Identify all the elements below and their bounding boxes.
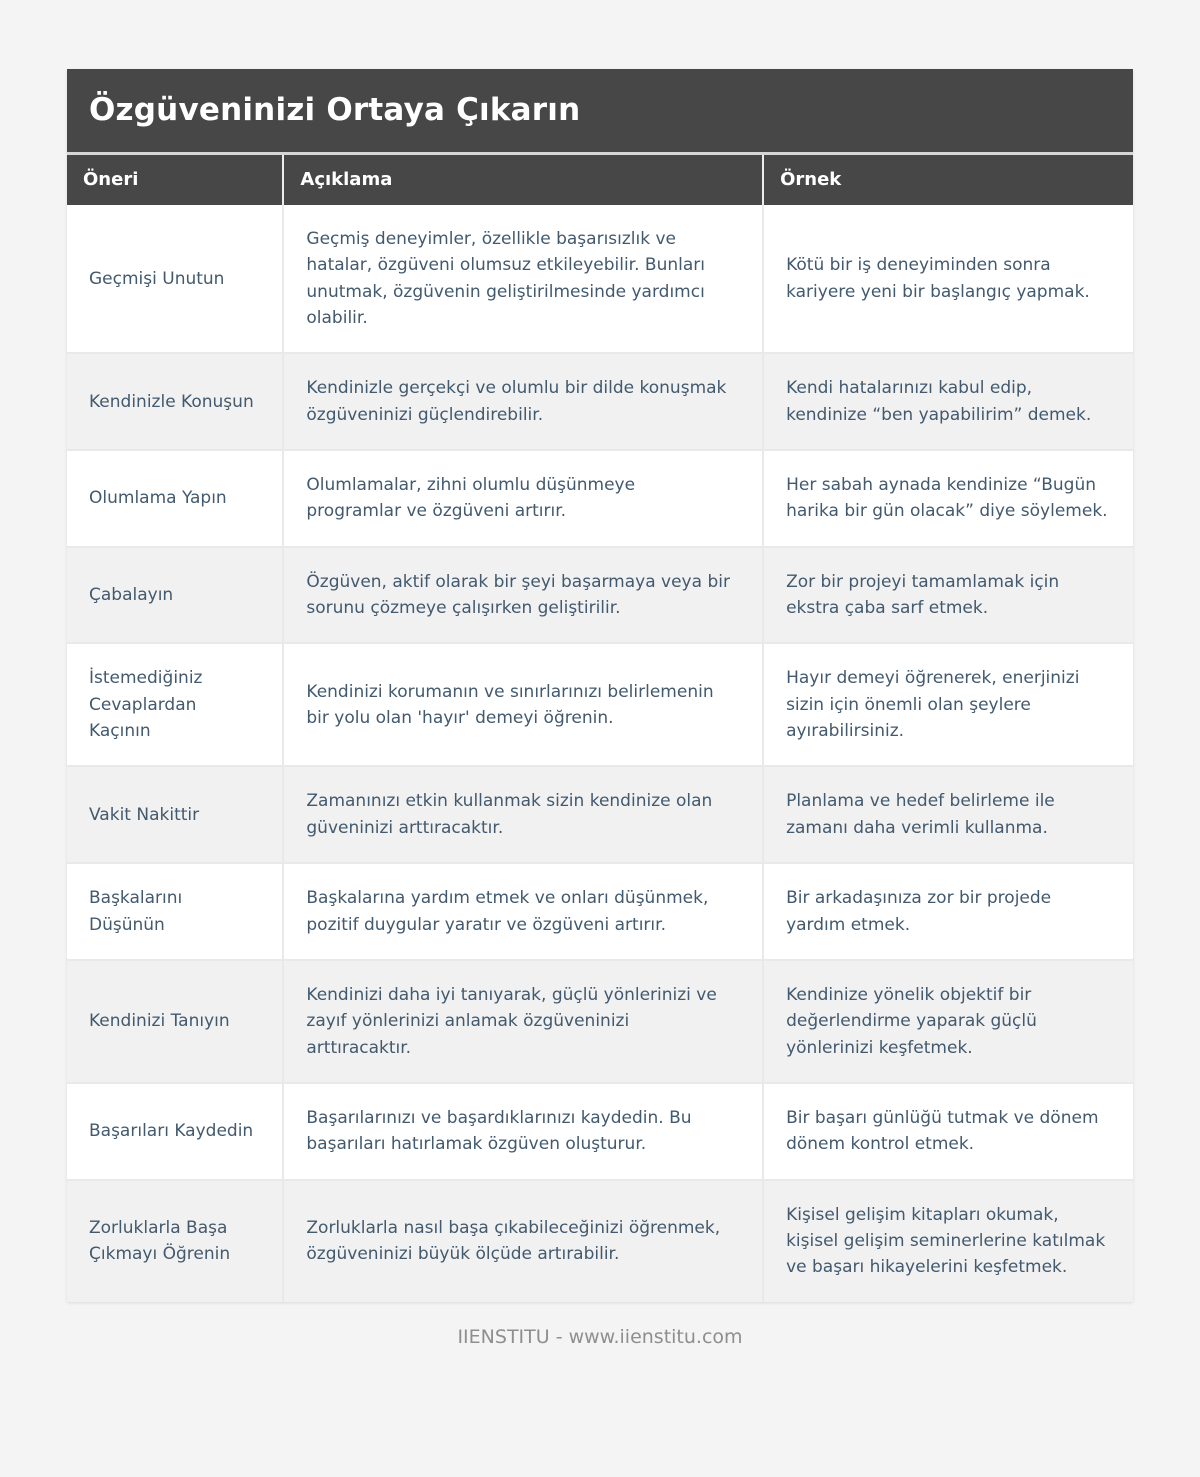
suggestion-cell: Geçmişi Unutun <box>67 205 283 353</box>
page-title: Özgüveninizi Ortaya Çıkarın <box>67 69 1133 155</box>
suggestion-cell: İstemediğiniz Cevaplardan Kaçının <box>67 643 283 766</box>
suggestion-cell: Vakit Nakittir <box>67 766 283 863</box>
description-cell: Olumlamalar, zihni olumlu düşünmeye programlar ve özgüveni artırır. <box>283 450 763 547</box>
suggestion-cell: Kendinizle Konuşun <box>67 353 283 450</box>
table-body <box>67 205 1133 1302</box>
example-cell: Kötü bir iş deneyiminden sonra kariyere yeni bir başlangıç yapmak. <box>763 205 1133 353</box>
example-cell: Kişisel gelişim kitapları okumak, kişisel gelişim seminerlerine katılmak ve başarı hikayelerini keşfetmek. <box>763 1180 1133 1302</box>
table-row <box>67 547 1133 644</box>
suggestion-cell: Olumlama Yapın <box>67 450 283 547</box>
suggestions-table <box>67 155 1133 1302</box>
description-cell: Zorluklarla nasıl başa çıkabileceğinizi öğrenmek, özgüveninizi büyük ölçüde artırabilir. <box>283 1180 763 1302</box>
suggestion-cell: Başarıları Kaydedin <box>67 1083 283 1180</box>
column-header-oneri: Öneri <box>67 155 283 205</box>
description-cell: Geçmiş deneyimler, özellikle başarısızlık ve hatalar, özgüveni olumsuz etkileyebilir. Bunları unutmak, özgüvenin geliştirilmesinde yardımcı olabilir. <box>283 205 763 353</box>
suggestion-cell: Kendinizi Tanıyın <box>67 960 283 1083</box>
suggestion-cell: Çabalayın <box>67 547 283 644</box>
table-row <box>67 1083 1133 1180</box>
description-cell: Başarılarınızı ve başardıklarınızı kaydedin. Bu başarıları hatırlamak özgüven oluşturur. <box>283 1083 763 1180</box>
table-card <box>67 69 1133 1302</box>
description-cell: Zamanınızı etkin kullanmak sizin kendinize olan güveninizi arttıracaktır. <box>283 766 763 863</box>
footer-credit: IIENSTITU - www.iienstitu.com <box>457 1325 743 1348</box>
column-header-aciklama: Açıklama <box>283 155 763 205</box>
description-cell: Başkalarına yardım etmek ve onları düşünmek, pozitif duygular yaratır ve özgüveni artırır. <box>283 863 763 960</box>
suggestion-cell: Zorluklarla Başa Çıkmayı Öğrenin <box>67 1180 283 1302</box>
column-header-ornek: Örnek <box>763 155 1133 205</box>
example-cell: Bir başarı günlüğü tutmak ve dönem dönem kontrol etmek. <box>763 1083 1133 1180</box>
table-row <box>67 643 1133 766</box>
example-cell: Planlama ve hedef belirleme ile zamanı daha verimli kullanma. <box>763 766 1133 863</box>
example-cell: Hayır demeyi öğrenerek, enerjinizi sizin için önemli olan şeylere ayırabilirsiniz. <box>763 643 1133 766</box>
table-row <box>67 450 1133 547</box>
description-cell: Kendinizi daha iyi tanıyarak, güçlü yönlerinizi ve zayıf yönlerinizi anlamak özgüveninizi arttıracaktır. <box>283 960 763 1083</box>
example-cell: Kendi hatalarınızı kabul edip, kendinize “ben yapabilirim” demek. <box>763 353 1133 450</box>
table-row <box>67 960 1133 1083</box>
header-row <box>67 155 1133 205</box>
description-cell: Kendinizle gerçekçi ve olumlu bir dilde konuşmak özgüveninizi güçlendirebilir. <box>283 353 763 450</box>
table-row <box>67 353 1133 450</box>
suggestion-cell: Başkalarını Düşünün <box>67 863 283 960</box>
table-row <box>67 766 1133 863</box>
table-header <box>67 155 1133 205</box>
example-cell: Zor bir projeyi tamamlamak için ekstra çaba sarf etmek. <box>763 547 1133 644</box>
table-row <box>67 863 1133 960</box>
example-cell: Bir arkadaşınıza zor bir projede yardım etmek. <box>763 863 1133 960</box>
table-row <box>67 205 1133 353</box>
table-row <box>67 1180 1133 1302</box>
description-cell: Özgüven, aktif olarak bir şeyi başarmaya veya bir sorunu çözmeye çalışırken geliştirilir. <box>283 547 763 644</box>
example-cell: Her sabah aynada kendinize “Bugün harika bir gün olacak” diye söylemek. <box>763 450 1133 547</box>
description-cell: Kendinizi korumanın ve sınırlarınızı belirlemenin bir yolu olan 'hayır' demeyi öğrenin. <box>283 643 763 766</box>
example-cell: Kendinize yönelik objektif bir değerlendirme yaparak güçlü yönlerinizi keşfetmek. <box>763 960 1133 1083</box>
